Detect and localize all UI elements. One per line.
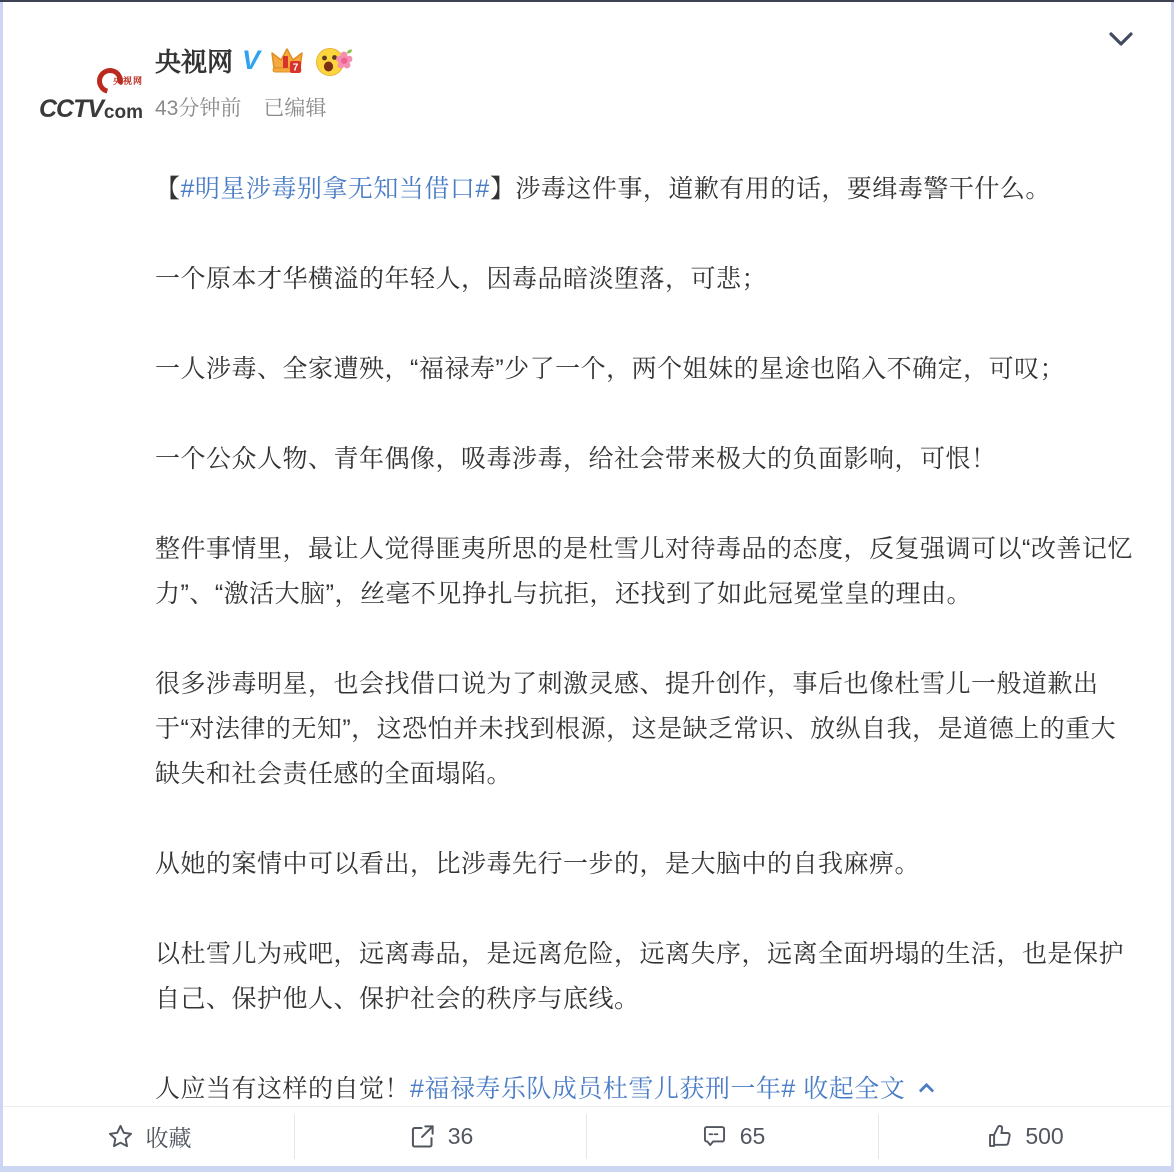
- thumbs-up-icon: [986, 1123, 1013, 1150]
- like-button[interactable]: [879, 1107, 1171, 1166]
- hashtag-link[interactable]: #福禄寿乐队成员杜雪儿获刑一年#: [410, 1075, 796, 1103]
- chevron-down-icon: [1105, 29, 1137, 51]
- comment-button[interactable]: [587, 1107, 879, 1166]
- post-text: 人应当有这样的自觉！: [155, 1075, 411, 1103]
- post-header: [33, 38, 1143, 150]
- cctv-logo-brand: CCTV: [39, 95, 104, 123]
- post-content: [155, 167, 1143, 1106]
- favorite-label: 收藏: [145, 1125, 192, 1151]
- cctv-logo-cn-label: 央视网: [112, 76, 143, 86]
- chevron-up-icon[interactable]: [919, 1083, 935, 1099]
- window-top-edge: [0, 0, 1174, 2]
- favorite-button[interactable]: [3, 1107, 295, 1166]
- post-text: 一个原本才华横溢的年轻人，因毒品暗淡堕落，可悲；: [155, 265, 768, 293]
- header-main: [155, 38, 1143, 150]
- username[interactable]: 央视网: [155, 47, 234, 77]
- comment-icon: [701, 1123, 728, 1150]
- post-card: [3, 2, 1171, 1166]
- post-paragraph: [155, 347, 1141, 392]
- post-paragraph: [155, 662, 1141, 797]
- cctv-logo-suffix: com: [103, 102, 143, 123]
- action-bar: [3, 1106, 1171, 1166]
- flower-face-emoji-icon: [315, 45, 354, 77]
- collapse-full-text-link[interactable]: 收起全文: [795, 1075, 906, 1103]
- post-text: 很多涉毒明星，也会找借口说为了刺激灵感、提升创作，事后也像杜雪儿一般道歉出于“对法律的无知”，这恐怕并未找到根源，这是缺乏常识、放纵自我，是道德上的重大缺失和社会责任感的全面塌陷。: [155, 670, 1117, 788]
- edited-label: 已编辑: [263, 97, 327, 120]
- post-paragraph: [155, 1067, 1141, 1106]
- share-count: 36: [447, 1123, 474, 1149]
- post-text: 【: [155, 175, 181, 203]
- post-paragraph: [155, 437, 1141, 482]
- post-text: 一人涉毒、全家遭殃，“福禄寿”少了一个，两个姐妹的星途也陷入不确定，可叹；: [155, 355, 1066, 383]
- post-timestamp: 43分钟前: [155, 97, 242, 120]
- post-paragraph: [155, 932, 1141, 1022]
- share-icon: [409, 1123, 436, 1150]
- svg-text:7: 7: [292, 62, 299, 73]
- like-count: 500: [1025, 1123, 1064, 1149]
- name-row: [155, 42, 1143, 79]
- post-text: 】涉毒这件事，道歉有用的话，要缉毒警干什么。: [489, 175, 1051, 203]
- post-paragraph: [155, 842, 1141, 887]
- post-paragraph: [155, 257, 1141, 302]
- hashtag-link[interactable]: #明星涉毒别拿无知当借口#: [180, 175, 490, 203]
- star-icon: [107, 1123, 134, 1150]
- post-body: [3, 2, 1171, 1106]
- time-row: [155, 92, 1143, 122]
- verified-v-icon: V: [242, 45, 261, 75]
- avatar[interactable]: [33, 38, 145, 150]
- cctv-logo: [39, 74, 143, 130]
- crown-badge-icon: [269, 46, 306, 76]
- post-paragraph: [155, 527, 1141, 617]
- post-text: 从她的案情中可以看出，比涉毒先行一步的，是大脑中的自我麻痹。: [155, 850, 921, 878]
- post-paragraph: [155, 167, 1141, 212]
- post-text: 整件事情里，最让人觉得匪夷所思的是杜雪儿对待毒品的态度，反复强调可以“改善记忆力”、“激活大脑”，丝毫不见挣扎与抗拒，还找到了如此冠冕堂皇的理由。: [155, 535, 1133, 608]
- post-text: 一个公众人物、青年偶像，吸毒涉毒，给社会带来极大的负面影响，可恨！: [155, 445, 997, 473]
- collapse-post-button[interactable]: [1099, 22, 1143, 58]
- share-button[interactable]: [295, 1107, 587, 1166]
- post-text: 以杜雪儿为戒吧，远离毒品，是远离危险，远离失序，远离全面坍塌的生活，也是保护自己、保护他人、保护社会的秩序与底线。: [155, 940, 1125, 1013]
- comment-count: 65: [739, 1123, 766, 1149]
